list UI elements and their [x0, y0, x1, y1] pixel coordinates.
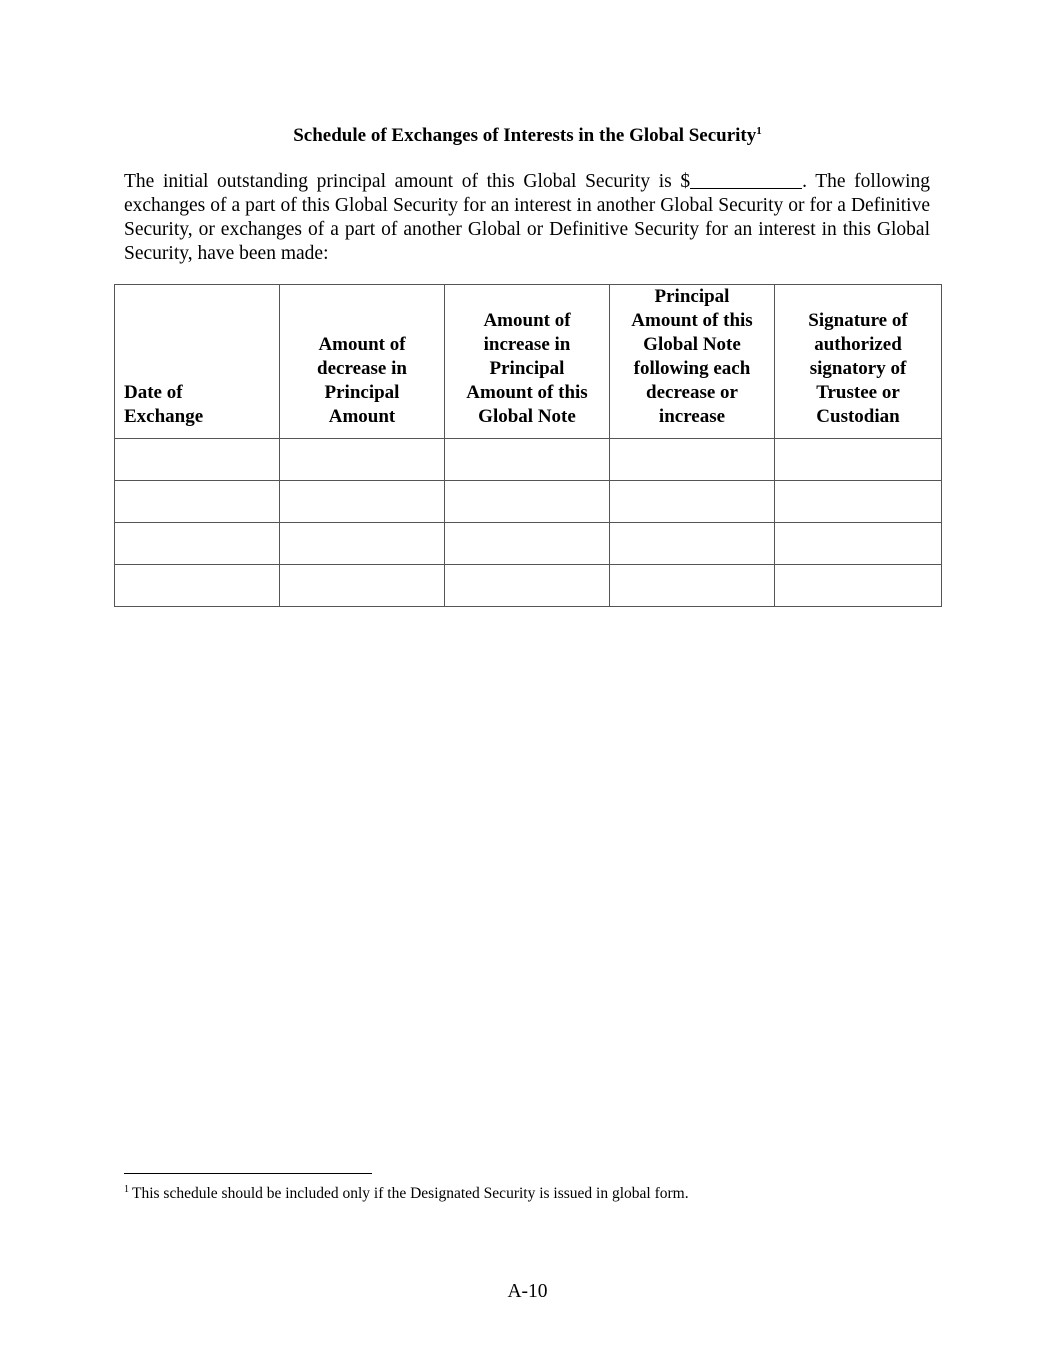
- table-row: [115, 439, 942, 481]
- table-cell: [775, 439, 942, 481]
- principal-amount-blank-tail: [794, 170, 802, 189]
- table-row: [115, 523, 942, 565]
- table-cell: [445, 439, 610, 481]
- table-cell: [775, 565, 942, 607]
- footnote-text: This schedule should be included only if the Designated Security is issued in global form.: [132, 1185, 689, 1202]
- table-cell: [115, 565, 280, 607]
- page-title: [0, 124, 1055, 148]
- header-signature: Signature of authorized signatory of Trustee or Custodian: [775, 285, 942, 439]
- table-cell: [445, 565, 610, 607]
- footnote-divider: [124, 1173, 372, 1174]
- intro-text-start: The initial outstanding principal amount of this Global Security is $: [124, 171, 691, 192]
- header-amount-decrease: Amount of decrease in Principal Amount: [280, 285, 445, 439]
- table-cell: [280, 481, 445, 523]
- footnote: [124, 1184, 924, 1204]
- table-cell: [610, 565, 775, 607]
- table-cell: [280, 565, 445, 607]
- principal-amount-blank: [690, 170, 794, 189]
- title-footnote-marker: 1: [756, 125, 762, 137]
- table-cell: [775, 523, 942, 565]
- table-cell: [280, 439, 445, 481]
- table-cell: [115, 481, 280, 523]
- header-amount-increase: Amount of increase in Principal Amount of this Global Note: [445, 285, 610, 439]
- exchange-schedule-table: [114, 284, 942, 607]
- table-cell: [610, 439, 775, 481]
- table-cell: [115, 523, 280, 565]
- table-cell: [775, 481, 942, 523]
- header-principal-following: Principal Amount of this Global Note following each decrease or increase: [610, 285, 775, 439]
- table-cell: [445, 523, 610, 565]
- intro-paragraph: [124, 170, 930, 266]
- table-row: [115, 481, 942, 523]
- table-header-row: [115, 285, 942, 439]
- table-row: [115, 565, 942, 607]
- intro-text-end: . The following exchanges of a part of this Global Security for an interest in another Global Security or for a Definitive Security, or exchanges of a part of another Global or Definitive Security for an interest in this Global Security, have been made:: [124, 171, 930, 264]
- table-cell: [115, 439, 280, 481]
- footnote-marker: 1: [124, 1184, 129, 1195]
- table-cell: [610, 523, 775, 565]
- table-cell: [610, 481, 775, 523]
- table-cell: [280, 523, 445, 565]
- page-number: A-10: [507, 1281, 548, 1302]
- title-text: Schedule of Exchanges of Interests in the Global Security: [293, 125, 757, 146]
- table-cell: [445, 481, 610, 523]
- header-date-of-exchange: Date of Exchange: [115, 285, 280, 439]
